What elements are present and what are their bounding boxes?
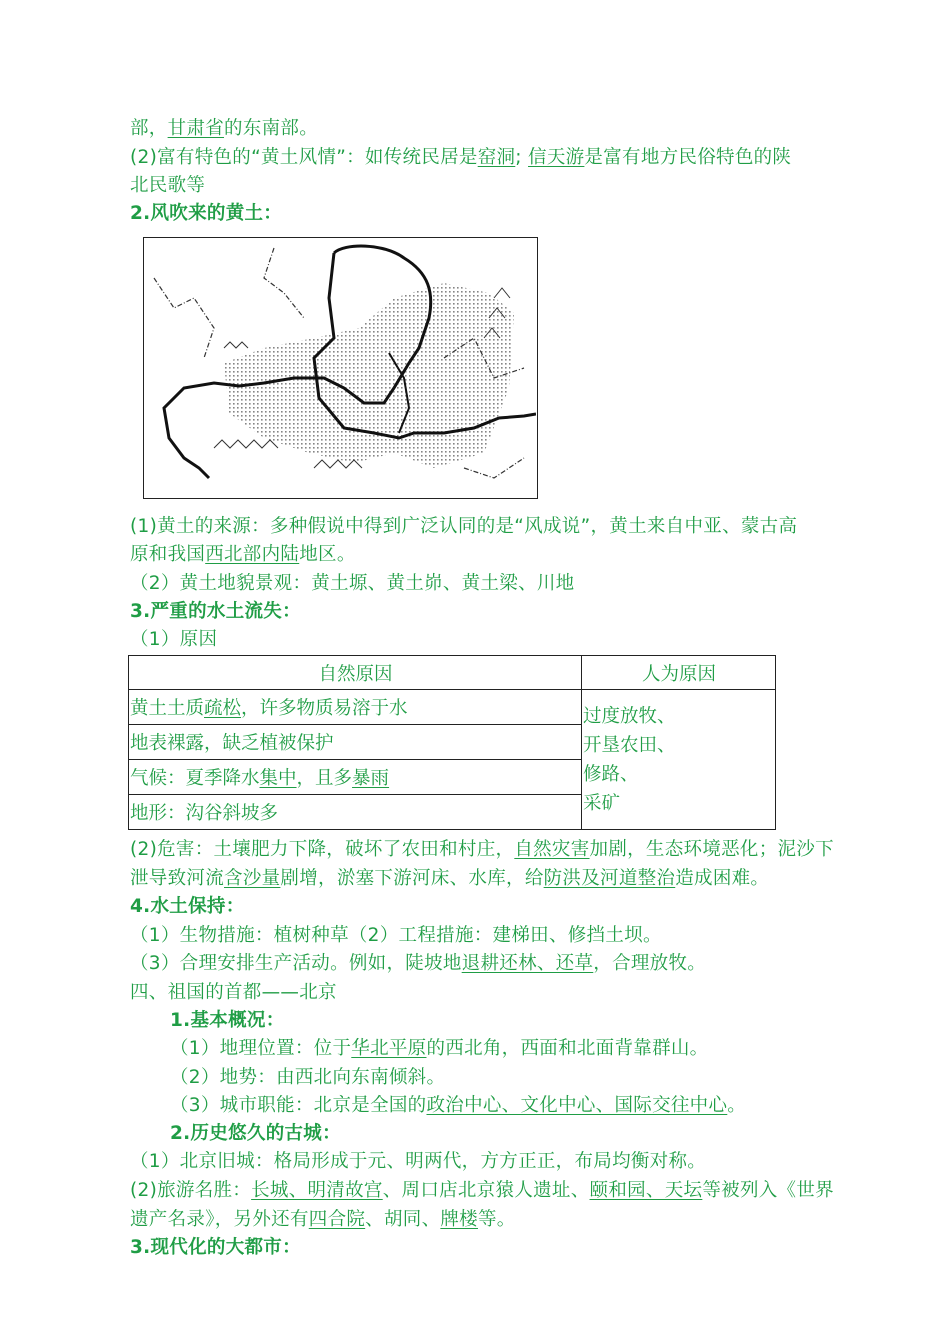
text-segment: 地表裸露，缺乏植被保护 [130,733,334,754]
underlined-keyword: 疏松 [204,698,242,719]
human-causes-cell [582,690,776,830]
underlined-keyword: 甘肃省 [167,118,225,139]
text-line [130,952,706,976]
natural-cause-row [129,725,582,760]
text-segment: （1）地理位置：位于 [170,1038,352,1059]
text-segment: 黄土土质 [130,698,205,719]
text-line [170,1094,746,1118]
text-line [130,543,356,567]
text-segment: 地形：沟谷斜坡多 [130,803,279,824]
text-line [130,600,301,624]
text-segment: 、胡同、 [365,1209,441,1230]
natural-cause-row [129,760,582,795]
text-line [130,174,205,198]
text-segment: （1）原因 [130,629,218,650]
text-line [130,838,834,862]
underlined-keyword: 信天游 [528,147,585,168]
text-segment: 3.现代化的大都市： [130,1237,301,1258]
text-segment: （3）城市职能：北京是全国的 [170,1095,427,1116]
text-segment: （2）地势：由西北向东南倾斜。 [170,1067,446,1088]
text-segment: 4.水土保持： [130,896,245,917]
text-line [130,924,662,948]
text-line [170,1066,445,1090]
text-segment: 的西北角，西面和北面背靠群山。 [426,1038,709,1059]
underlined-keyword: 西北部内陆 [205,544,300,565]
text-segment: ，且多 [296,768,353,789]
underlined-keyword: 政治中心、文化中心、国际交往中心 [426,1095,728,1116]
text-segment: （1）北京旧城：格局形成于元、明两代，方方正正，布局均衡对称。 [130,1151,707,1172]
text-segment: 四、祖国的首都——北京 [130,982,337,1003]
text-line [130,1236,301,1260]
text-segment: (2)危害：土壤肥力下降，破坏了农田和村庄， [130,839,515,860]
text-segment: 2.历史悠久的古城： [170,1123,341,1144]
text-segment: 地区。 [299,544,356,565]
human-cause: 过度放牧、 [583,705,676,727]
text-segment: (1)黄土的来源：多种假说中得到广泛认同的是“风成说”，黄土来自中亚、蒙古高 [130,516,798,537]
header-human: 人为原因 [582,656,776,690]
text-segment: 、周口店北京猿人遗址、 [382,1180,590,1201]
text-line [130,1150,706,1174]
text-segment: 部， [130,118,168,139]
text-line [130,981,337,1005]
underlined-keyword: 暴雨 [352,768,390,789]
underlined-keyword: 颐和园、天坛 [589,1180,703,1201]
text-segment: 剧增，淤塞下游河床、水库，给 [280,868,544,889]
text-segment: 的东南部。 [224,118,319,139]
text-segment: （3）合理安排生产活动。例如，陡坡地 [130,953,462,974]
human-cause: 修路、 [583,763,639,785]
text-line [130,515,797,539]
underlined-keyword: 长城、明清故宫 [251,1180,383,1201]
text-line [170,1122,341,1146]
text-line [130,117,318,141]
natural-cause-row [129,795,582,830]
text-segment: 造成困难。 [675,868,770,889]
underlined-keyword: 牌楼 [440,1209,478,1230]
text-line [130,628,217,652]
header-natural: 自然原因 [129,656,582,690]
text-line [130,146,791,170]
underlined-keyword: 集中 [259,768,297,789]
text-segment: ，许多物质易溶于水 [241,698,408,719]
text-segment: 1.基本概况： [170,1010,285,1031]
text-line [170,1009,285,1033]
causes-table [128,655,776,830]
text-segment: ，合理放牧。 [593,953,707,974]
text-segment: 3.严重的水土流失： [130,601,301,622]
underlined-keyword: 窑洞 [477,147,516,168]
text-line [130,867,769,891]
text-segment: 加剧，生态环境恶化；泥沙下 [589,839,834,860]
text-segment: （1）生物措施：植树种草（2）工程措施：建梯田、修挡土坝。 [130,925,662,946]
underlined-keyword: 华北平原 [351,1038,427,1059]
text-line [130,1179,834,1203]
text-segment: （2）黄土地貌景观：黄土塬、黄土峁、黄土梁、川地 [130,573,575,594]
text-segment: 原和我国 [130,544,206,565]
text-segment: 泄导致河流 [130,868,225,889]
natural-cause-row [129,690,582,725]
map-illustration [144,238,536,497]
text-segment: 是富有地方民俗特色的陕 [584,147,792,168]
text-line [130,895,245,919]
text-line [130,1208,516,1232]
text-segment: (2)富有特色的“黄土风情”：如传统民居是 [130,147,478,168]
underlined-keyword: 四合院 [308,1209,366,1230]
text-segment: 。 [727,1095,747,1116]
underlined-keyword: 防洪及河道整治 [543,868,676,889]
text-line [130,202,282,226]
text-line [170,1037,709,1061]
text-segment: (2)旅游名胜： [130,1180,252,1201]
text-segment: 等。 [477,1209,516,1230]
text-segment: 北民歌等 [130,175,206,196]
text-segment: 遗产名录》，另外还有 [130,1209,309,1230]
human-cause: 采矿 [583,792,621,814]
human-cause: 开垦农田、 [583,734,676,756]
text-line [130,572,574,596]
text-segment: 气候：夏季降水 [130,768,260,789]
underlined-keyword: 退耕还林、还草 [461,953,594,974]
underlined-keyword: 自然灾害 [514,839,590,860]
text-segment: ; [515,147,529,168]
text-segment: 等被列入《世界 [702,1180,834,1201]
loess-plateau-map [143,237,538,499]
text-segment: 2.风吹来的黄土： [130,203,283,224]
underlined-keyword: 含沙量 [224,868,281,889]
